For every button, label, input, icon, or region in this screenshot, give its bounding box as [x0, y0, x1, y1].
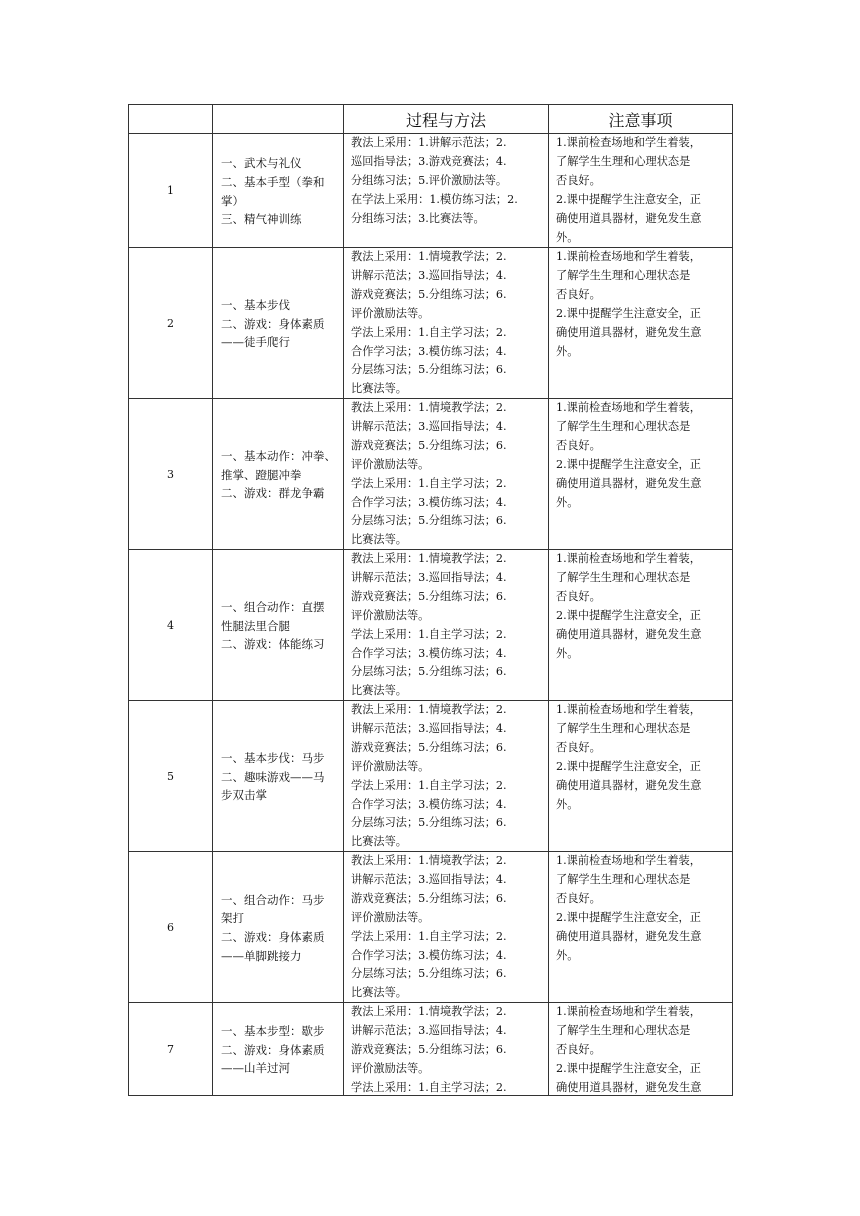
lesson-content-line: 三、精气神训练 — [221, 212, 302, 227]
lesson-notes-line: 否良好。 — [556, 438, 601, 452]
lesson-content-line: 推掌、蹬腿冲拳 — [221, 467, 302, 482]
lesson-method-line: 比赛法等。 — [351, 986, 407, 1000]
lesson-notes-line: 2.课中提醒学生注意安全，正 — [556, 759, 701, 773]
lesson-method-line: 游戏竞赛法；5.分组练习法；6. — [351, 287, 507, 301]
table-row — [129, 134, 733, 248]
lesson-content-line: 一、组合动作：直摆 — [221, 600, 325, 615]
lesson-method-line: 学法上采用：1.自主学习法；2. — [351, 929, 507, 943]
table-header-row — [129, 105, 733, 134]
lesson-number: 5 — [129, 701, 213, 852]
lesson-method-line: 分层练习法；5.分组练习法；6. — [351, 816, 507, 830]
lesson-notes — [549, 1003, 733, 1096]
lesson-notes-line: 了解学生生理和心理状态是 — [556, 268, 691, 282]
lesson-method-line: 分组练习法；5.评价激励法等。 — [351, 173, 508, 187]
lesson-content-line: 掌） — [221, 193, 244, 208]
lesson-method — [344, 1003, 549, 1096]
table-row — [129, 550, 733, 701]
lesson-content — [213, 134, 344, 248]
lesson-method-line: 合作学习法；3.模仿练习法；4. — [351, 948, 507, 962]
lesson-number: 6 — [129, 852, 213, 1003]
lesson-notes — [549, 399, 733, 550]
lesson-content-line: 二、游戏：身体素质 — [221, 316, 325, 331]
lesson-method-line: 讲解示范法；3.巡回指导法；4. — [351, 872, 507, 886]
lesson-notes — [549, 550, 733, 701]
lesson-method-line: 合作学习法；3.模仿练习法；4. — [351, 797, 507, 811]
lesson-method-line: 分层练习法；5.分组练习法；6. — [351, 514, 507, 528]
table-row — [129, 852, 733, 1003]
lesson-plan-table — [128, 104, 733, 1096]
lesson-method-line: 教法上采用：1.情境教学法；2. — [351, 552, 507, 565]
lesson-notes-line: 2.课中提醒学生注意安全，正 — [556, 1061, 701, 1075]
lesson-method-line: 分层练习法；5.分组练习法；6. — [351, 967, 507, 981]
table-row — [129, 1003, 733, 1096]
lesson-number: 4 — [129, 550, 213, 701]
lesson-content — [213, 399, 344, 550]
table-row — [129, 701, 733, 852]
lesson-method-line: 讲解示范法；3.巡回指导法；4. — [351, 1023, 507, 1037]
lesson-method-line: 游戏竞赛法；5.分组练习法；6. — [351, 438, 507, 452]
lesson-method-line: 教法上采用：1.情境教学法；2. — [351, 854, 507, 867]
header-notes: 注意事项 — [549, 105, 733, 134]
lesson-content — [213, 550, 344, 701]
lesson-method-line: 游戏竞赛法；5.分组练习法；6. — [351, 589, 507, 603]
lesson-notes-line: 确使用道具器材，避免发生意 — [556, 1080, 702, 1094]
lesson-notes-line: 外。 — [556, 495, 579, 509]
lesson-method-line: 分层练习法；5.分组练习法；6. — [351, 363, 507, 377]
lesson-content-line: 一、基本步伐 — [221, 298, 290, 313]
lesson-notes-line: 2.课中提醒学生注意安全，正 — [556, 192, 701, 206]
lesson-method-line: 教法上采用：1.讲解示范法；2. — [351, 136, 507, 149]
lesson-number: 1 — [129, 134, 213, 248]
lesson-method-line: 在学法上采用：1.模仿练习法；2. — [351, 192, 518, 206]
lesson-method-line: 评价激励法等。 — [351, 608, 430, 622]
lesson-method-line: 分层练习法；5.分组练习法；6. — [351, 665, 507, 679]
lesson-method-line: 评价激励法等。 — [351, 306, 430, 320]
lesson-method — [344, 701, 549, 852]
lesson-content — [213, 701, 344, 852]
lesson-method-line: 比赛法等。 — [351, 382, 407, 396]
lesson-notes — [549, 701, 733, 852]
lesson-content-line: 一、基本步型：歇步 — [221, 1024, 325, 1039]
lesson-method-line: 合作学习法；3.模仿练习法；4. — [351, 646, 507, 660]
lesson-notes-line: 确使用道具器材，避免发生意 — [556, 211, 702, 225]
lesson-content-line: 二、基本手型（拳和 — [221, 174, 325, 189]
lesson-notes-line: 否良好。 — [556, 740, 601, 754]
lesson-notes-line: 外。 — [556, 948, 579, 962]
lesson-notes — [549, 248, 733, 399]
lesson-method — [344, 550, 549, 701]
lesson-content-line: 一、基本步伐：马步 — [221, 751, 325, 766]
lesson-notes-line: 2.课中提醒学生注意安全，正 — [556, 306, 701, 320]
lesson-method — [344, 248, 549, 399]
lesson-content-line: 二、游戏：体能练习 — [221, 637, 325, 652]
lesson-content-line: ——山羊过河 — [221, 1061, 290, 1076]
header-content — [213, 105, 344, 134]
lesson-notes-line: 否良好。 — [556, 173, 601, 187]
lesson-notes — [549, 852, 733, 1003]
lesson-notes-line: 1.课前检查场地和学生着装， — [556, 552, 701, 565]
lesson-method-line: 比赛法等。 — [351, 533, 407, 547]
lesson-method-line: 学法上采用：1.自主学习法；2. — [351, 778, 507, 792]
lesson-content-line: 一、组合动作：马步 — [221, 892, 325, 907]
lesson-notes-line: 2.课中提醒学生注意安全，正 — [556, 457, 701, 471]
lesson-content-line: 一、基本动作：冲拳、 — [221, 449, 336, 464]
header-number — [129, 105, 213, 134]
lesson-notes-line: 确使用道具器材，避免发生意 — [556, 778, 702, 792]
lesson-method-line: 教法上采用：1.情境教学法；2. — [351, 1005, 507, 1018]
lesson-method-line: 评价激励法等。 — [351, 457, 430, 471]
lesson-method-line: 学法上采用：1.自主学习法；2. — [351, 325, 507, 339]
lesson-method-line: 讲解示范法；3.巡回指导法；4. — [351, 268, 507, 282]
lesson-method-line: 讲解示范法；3.巡回指导法；4. — [351, 570, 507, 584]
lesson-notes-line: 2.课中提醒学生注意安全，正 — [556, 910, 701, 924]
lesson-content-line: 二、趣味游戏——马 — [221, 769, 325, 784]
lesson-notes-line: 否良好。 — [556, 287, 601, 301]
lesson-notes-line: 否良好。 — [556, 891, 601, 905]
header-method: 过程与方法 — [344, 105, 549, 134]
lesson-notes-line: 2.课中提醒学生注意安全，正 — [556, 608, 701, 622]
lesson-content-line: 步双击掌 — [221, 788, 267, 803]
lesson-notes-line: 了解学生生理和心理状态是 — [556, 721, 691, 735]
lesson-method-line: 游戏竞赛法；5.分组练习法；6. — [351, 891, 507, 905]
lesson-content-line: 二、游戏：身体素质 — [221, 930, 325, 944]
lesson-method-line: 比赛法等。 — [351, 835, 407, 849]
lesson-content — [213, 248, 344, 399]
lesson-content-line: 架打 — [221, 911, 244, 926]
lesson-method-line: 评价激励法等。 — [351, 910, 430, 924]
lesson-method-line: 游戏竞赛法；5.分组练习法；6. — [351, 1042, 507, 1056]
lesson-notes-line: 外。 — [556, 230, 579, 244]
lesson-notes-line: 1.课前检查场地和学生着装， — [556, 401, 701, 414]
lesson-method-line: 教法上采用：1.情境教学法；2. — [351, 401, 507, 414]
lesson-method-line: 学法上采用：1.自主学习法；2. — [351, 476, 507, 490]
lesson-notes-line: 了解学生生理和心理状态是 — [556, 419, 691, 433]
lesson-method-line: 讲解示范法；3.巡回指导法；4. — [351, 721, 507, 735]
lesson-number: 2 — [129, 248, 213, 399]
lesson-notes-line: 确使用道具器材，避免发生意 — [556, 476, 702, 490]
lesson-method-line: 巡回指导法；3.游戏竞赛法；4. — [351, 154, 507, 168]
lesson-notes-line: 1.课前检查场地和学生着装， — [556, 854, 701, 867]
lesson-content-line: 二、游戏：身体素质 — [221, 1042, 325, 1057]
lesson-notes-line: 了解学生生理和心理状态是 — [556, 570, 691, 584]
lesson-notes-line: 1.课前检查场地和学生着装， — [556, 250, 701, 263]
table-row — [129, 248, 733, 399]
lesson-notes-line: 确使用道具器材，避免发生意 — [556, 627, 702, 641]
lesson-notes-line: 1.课前检查场地和学生着装， — [556, 703, 701, 716]
lesson-method-line: 评价激励法等。 — [351, 759, 430, 773]
lesson-method-line: 教法上采用：1.情境教学法；2. — [351, 250, 507, 263]
lesson-notes-line: 了解学生生理和心理状态是 — [556, 154, 691, 168]
lesson-notes-line: 了解学生生理和心理状态是 — [556, 872, 691, 886]
lesson-method-line: 合作学习法；3.模仿练习法；4. — [351, 495, 507, 509]
table-row — [129, 399, 733, 550]
lesson-method-line: 比赛法等。 — [351, 684, 407, 698]
lesson-notes-line: 了解学生生理和心理状态是 — [556, 1023, 691, 1037]
lesson-notes-line: 外。 — [556, 646, 579, 660]
lesson-notes-line: 确使用道具器材，避免发生意 — [556, 929, 702, 943]
lesson-content-line: 一、武术与礼仪 — [221, 156, 302, 171]
lesson-method-line: 学法上采用：1.自主学习法；2. — [351, 1080, 507, 1094]
lesson-notes-line: 否良好。 — [556, 1042, 601, 1056]
lesson-method — [344, 399, 549, 550]
lesson-number: 7 — [129, 1003, 213, 1096]
lesson-content — [213, 1003, 344, 1096]
lesson-number: 3 — [129, 399, 213, 550]
lesson-method — [344, 852, 549, 1003]
lesson-content-line: ——徒手爬行 — [221, 335, 290, 350]
lesson-method-line: 教法上采用：1.情境教学法；2. — [351, 703, 507, 716]
lesson-notes-line: 外。 — [556, 797, 579, 811]
lesson-notes-line: 否良好。 — [556, 589, 601, 603]
lesson-content-line: 性腿法里合腿 — [221, 618, 290, 633]
lesson-notes-line: 外。 — [556, 344, 579, 358]
lesson-notes-line: 1.课前检查场地和学生着装， — [556, 1005, 701, 1018]
lesson-method-line: 讲解示范法；3.巡回指导法；4. — [351, 419, 507, 433]
lesson-notes-line: 确使用道具器材，避免发生意 — [556, 325, 702, 339]
lesson-method-line: 分组练习法；3.比赛法等。 — [351, 211, 485, 225]
lesson-method — [344, 134, 549, 248]
lesson-content-line: ——单脚跳接力 — [221, 948, 302, 963]
lesson-method-line: 评价激励法等。 — [351, 1061, 430, 1075]
lesson-notes — [549, 134, 733, 248]
lesson-method-line: 学法上采用：1.自主学习法；2. — [351, 627, 507, 641]
lesson-content-line: 二、游戏：群龙争霸 — [221, 486, 325, 501]
lesson-content — [213, 852, 344, 1003]
lesson-method-line: 游戏竞赛法；5.分组练习法；6. — [351, 740, 507, 754]
lesson-method-line: 合作学习法；3.模仿练习法；4. — [351, 344, 507, 358]
lesson-notes-line: 1.课前检查场地和学生着装， — [556, 136, 701, 149]
